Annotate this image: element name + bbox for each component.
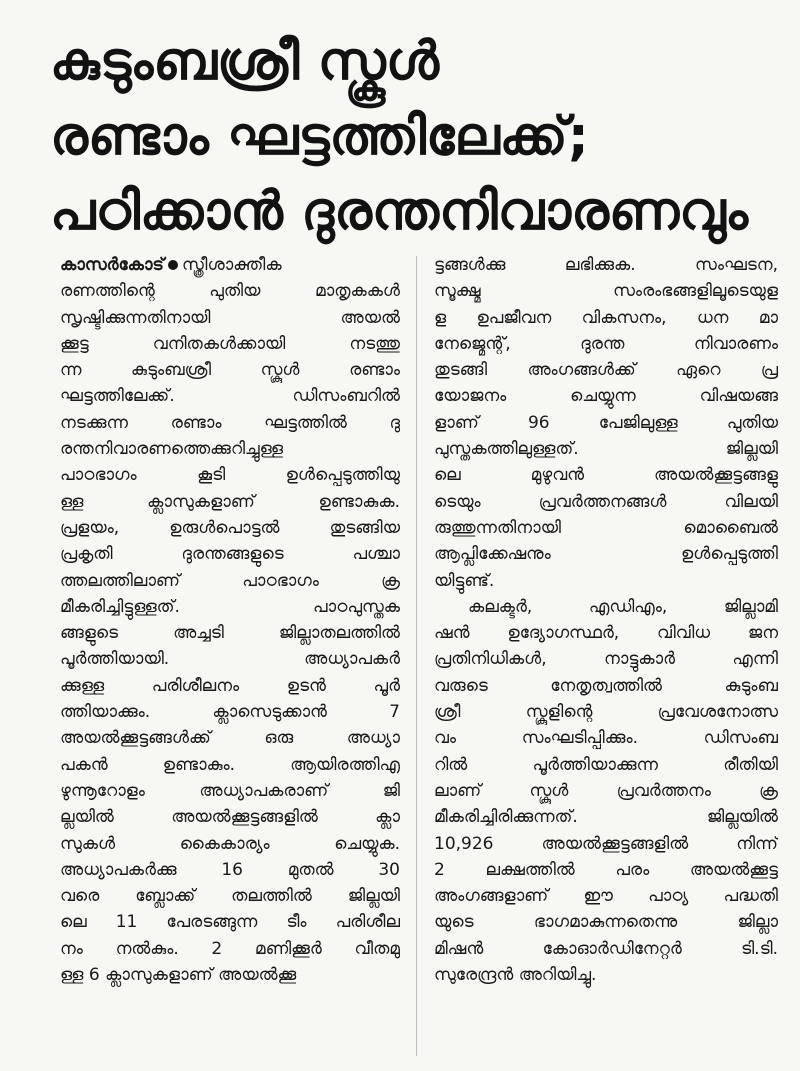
article-line: രന്തനിവാരണത്തെക്കുറിച്ചുള്ള [60, 439, 284, 460]
article-line: മിഷൻ കോഓർഡിനേറ്റർ ടി.ടി. [434, 938, 778, 959]
article-line: കലക്ടർ, എഡിഎം, ജില്ലാമി [468, 596, 778, 617]
article-line: ആപ്ലിക്കേഷനും ഉൾപ്പെടുത്തി [434, 544, 778, 565]
article-line: പുസ്തകത്തിലുള്ളത്. ജില്ലയി [434, 439, 778, 460]
article-line: നടക്കുന്ന രണ്ടാം ഘട്ടത്തിൽ ദു [60, 412, 400, 433]
article-line: സൃഷ്ടിക്കുന്നതിനായി അയൽ [60, 307, 400, 328]
article-line: ശ്രീ സ്കൂളിന്റെ പ്രവേശനോത്സ [434, 702, 778, 723]
article-line: ളാണ് 96 പേജിലുള്ള പുതിയ [434, 412, 778, 433]
article-line: പ്രതിനിധികൾ, നാട്ടുകാർ എന്നി [434, 649, 778, 670]
left-column [60, 252, 400, 988]
article-line: ഷൻ ഉദ്യോഗസ്ഥർ, വിവിധ ജന [434, 623, 778, 644]
article-line: തുടങ്ങി അംഗങ്ങൾക്ക് ഏറെ പ്ര [434, 360, 778, 381]
article-line: ള്ള 6 ക്ലാസുകളാണ് അയൽക്കൂ [60, 965, 297, 986]
article-line: പൂർത്തിയായി. അധ്യാപകർ [60, 649, 400, 670]
article-line: യോജനം ചെയ്യുന്ന വിഷയങ്ങ [434, 386, 778, 407]
article-line: വം സംഘടിപ്പിക്കും. ഡിസംബ [434, 728, 778, 749]
article-line: ഘട്ടത്തിലേക്ക്. ഡിസംബറിൽ [60, 386, 400, 407]
article-line: ടെയും പ്രവർത്തനങ്ങൾ വിലയി [434, 491, 778, 512]
headline-line-1: കുടുംബശ്രീ സ്കൂൾ [50, 31, 439, 92]
article-line: ഴുന്നൂറോളം അധ്യാപകരാണ് ജി [60, 780, 400, 801]
article-line: ലെ മുഴുവൻ അയൽക്കൂട്ടങ്ങളു [434, 465, 778, 486]
dateline-line [60, 252, 400, 278]
article-line: പ്രകൃതി ദുരന്തങ്ങളുടെ പശ്ചാ [60, 544, 400, 565]
dateline: കാസർകോട് [60, 255, 164, 275]
column-divider [416, 256, 417, 1056]
article-line: യുടെ ഭാഗമാകുന്നതെന്നു ജില്ലാ [434, 912, 778, 933]
headline [50, 24, 780, 249]
article-line: ങ്ങളുടെ അച്ചടി ജില്ലാതലത്തിൽ [60, 623, 400, 644]
article-line: രണത്തിന്റെ പുതിയ മാതൃകകൾ [60, 281, 400, 302]
article-line: സൂക്ഷ്മ സംരംഭങ്ങളിലൂടെയുള [434, 281, 778, 302]
article-line: യിട്ടുണ്ട്. [434, 570, 495, 591]
headline-line-3: പഠിക്കാൻ ദുരന്തനിവാരണവും [50, 181, 748, 242]
article-line: രുത്തുന്നതിനായി മൊബൈൽ [434, 517, 778, 538]
article-line: വരുടെ നേതൃത്വത്തിൽ കുടുംബ [434, 675, 778, 696]
article-line: സുരേന്ദ്രൻ അറിയിച്ചു. [434, 965, 597, 986]
article-line: ക്കുള്ള പരിശീലനം ഉടൻ പൂർ [60, 675, 400, 696]
article-line: വരെ ബ്ലോക്ക് തലത്തിൽ ജില്ലയി [60, 886, 400, 907]
article-line: സ്ത്രീശാക്തീക [181, 255, 282, 275]
article-line: ള്ള ക്ലാസുകളാണ് ഉണ്ടാകുക. [60, 491, 400, 512]
article-line: 10,926 അയൽക്കൂട്ടങ്ങളിൽ നിന്ന് [434, 833, 778, 854]
headline-line-2: രണ്ടാം ഘട്ടത്തിലേക്ക്; [50, 106, 589, 167]
right-column [434, 252, 778, 988]
article-line: അയൽക്കൂട്ടങ്ങൾക്ക് ഒരു അധ്യാ [60, 728, 400, 749]
article-line: പ്രളയം, ഉരുൾപൊട്ടൽ തുടങ്ങിയ [60, 517, 400, 538]
article-line: ലെ 11 പേരടങ്ങുന്ന ടീം പരിശീല [60, 912, 400, 933]
dateline-bullet-icon [168, 260, 178, 270]
article-line: ള ഉപജീവന വികസനം, ധന മാ [434, 307, 778, 328]
article-line: റിൽ പൂർത്തിയാക്കുന്ന രീതിയി [434, 754, 778, 775]
article-line: നം നൽകും. 2 മണിക്കൂർ വീതമു [60, 938, 400, 959]
article-line: പാഠഭാഗം കൂടി ഉൾപ്പെടുത്തിയു [60, 465, 400, 486]
article-line: 2 ലക്ഷത്തിൽ പരം അയൽക്കൂട്ട [434, 859, 778, 880]
article-line: ല്ലയിൽ അയൽക്കൂട്ടങ്ങളിൽ ക്ലാ [60, 807, 400, 828]
article-line: പകൻ ഉണ്ടാകും. ആയിരത്തിഎ [60, 754, 400, 775]
article-line: ലാണ് സ്കൂൾ പ്രവർത്തനം ക്ര [434, 780, 778, 801]
article-line: മീകരിച്ചിരിക്കുന്നത്. ജില്ലയിൽ [434, 807, 778, 828]
article-line: ത്തിയാക്കും. ക്ലാസെടുക്കാൻ 7 [60, 702, 400, 723]
article-line: സുകൾ കൈകാര്യം ചെയ്യുക. [60, 833, 400, 854]
article-line: നേജ്മെന്റ്, ദുരന്ത നിവാരണം [434, 333, 778, 354]
article-line: അംഗങ്ങളാണ് ഈ പാഠ്യ പദ്ധതി [434, 886, 778, 907]
article-body [60, 252, 780, 1062]
article-line: ന്ന കുടുംബശ്രീ സ്കൂൾ രണ്ടാം [60, 360, 400, 381]
article-line: ട്ടങ്ങൾക്കു ലഭിക്കുക. സംഘടന, [434, 255, 778, 275]
article-line: മീകരിച്ചിട്ടുള്ളത്. പാഠപുസ്തക [60, 596, 400, 617]
article-line: ത്തലത്തിലാണ് പാഠഭാഗം ക്ര [60, 570, 400, 591]
article-line: ക്കൂട്ട വനിതകൾക്കായി നടത്തു [60, 333, 400, 354]
article-line: അധ്യാപകർക്കു 16 മുതൽ 30 [60, 859, 400, 880]
